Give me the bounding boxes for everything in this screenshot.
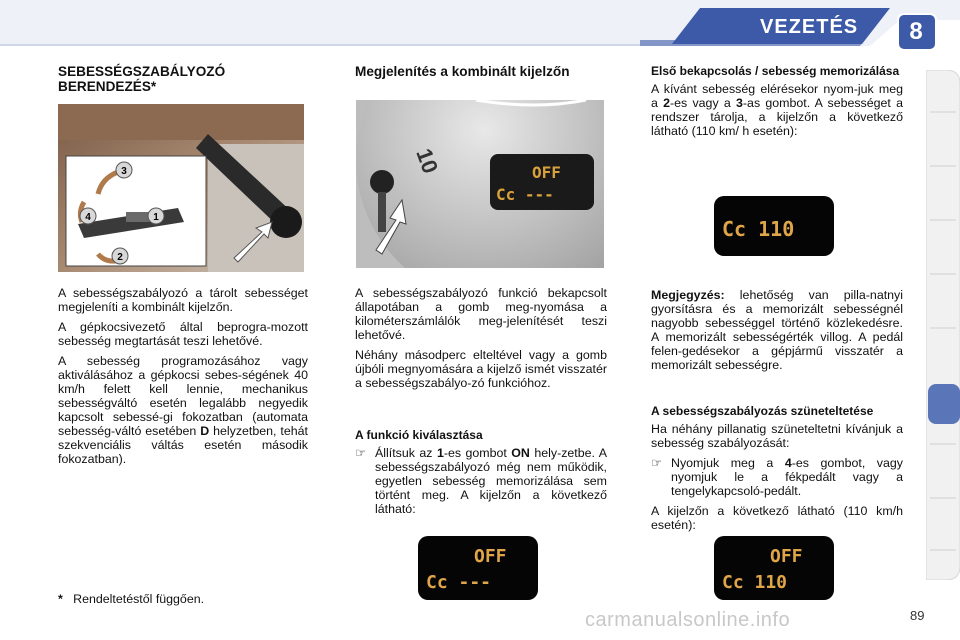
dial-number: 10 xyxy=(411,145,444,177)
page-number: 89 xyxy=(910,608,925,623)
callout-1: 1 xyxy=(153,212,159,223)
lcd-line-1: OFF xyxy=(770,546,803,567)
section-heading: SEBESSÉGSZABÁLYOZÓ BERENDEZÉS* xyxy=(58,64,226,94)
note-paragraph: Megjegyzés: lehetőség van pilla-natnyi gyorsításra és a memorizált sebességnél nagyobb sebességgel történő közlekedésre. A memorizált sebességérték villog. A pedál felen-gedésekor a gépjármű visszatér a memorizált sebességre. xyxy=(651,288,903,372)
paragraph: A kijelzőn a következő látható (110 km/h esetén): xyxy=(651,504,903,532)
chapter-number: 8 xyxy=(909,18,923,45)
pointing-hand-icon: ☞ xyxy=(355,446,367,460)
instrument-cluster-overlay xyxy=(356,100,604,268)
lcd-display-off xyxy=(418,536,538,600)
side-chapter-tabs xyxy=(926,70,960,580)
callout-4: 4 xyxy=(85,212,91,223)
watermark: carmanualsonline.info xyxy=(585,609,791,631)
sub-heading: A sebességszabályozás szüneteltetése xyxy=(651,404,874,418)
paragraph: Ha néhány pillanatig szüneteltetni kívánjuk a sebesség szabályozását: xyxy=(651,422,903,450)
lcd-line-1: OFF xyxy=(532,163,561,182)
list-item: ☞ Nyomjuk meg a 4-es gombot, vagy nyomjuk le a fékpedált vagy a tengelykapcsoló-pedált. xyxy=(651,456,903,498)
footnote: * Rendeltetéstől függően. xyxy=(58,592,205,606)
section-heading: Megjelenítés a kombinált kijelzőn xyxy=(355,64,570,79)
lcd-line-1: Cc 110 xyxy=(722,217,795,241)
sub-heading: A funkció kiválasztása xyxy=(355,428,483,442)
callout-3: 3 xyxy=(121,166,127,177)
lcd-line-2: Cc --- xyxy=(426,572,492,593)
section-heading: Első bekapcsolás / sebesség memorizálása xyxy=(651,64,900,78)
callout-2: 2 xyxy=(117,252,123,263)
paragraph: A gépkocsivezető által beprogra-mozott sebesség megtartását teszi lehetővé. xyxy=(58,320,308,348)
lcd-display-paused xyxy=(714,536,834,600)
lcd-line-2: Cc 110 xyxy=(722,572,788,593)
paragraph: A sebesség programozásához vagy aktiválásához a gépkocsi sebes-ségének 40 km/h felett kell lennie, mechanikus sebességváltó esetén legalább negyedik kapcsolt sebessé-gi fokozatban (automata sebesség-váltó esetében D helyzetben, tehát szekvenciális váltás esetén második fokozatban). xyxy=(58,354,308,466)
paragraph: A kívánt sebesség elérésekor nyom-juk meg a 2-es vagy a 3-as gombot. A sebességet a rendszer tárolja, a kijelzőn a következő látható (110 km/ h esetén): xyxy=(651,82,903,138)
chapter-title: VEZETÉS xyxy=(760,16,859,38)
pointing-hand-icon: ☞ xyxy=(651,456,663,470)
list-item: ☞ Állítsuk az 1-es gombot ON hely-zetbe. A sebességszabályozó még nem működik, egyetlen sebesség memorizálása sem történt meg. A kijelzőn a következő látható: xyxy=(355,446,607,516)
paragraph: A sebességszabályozó a tárolt sebességet megjeleníti a kombinált kijelzőn. xyxy=(58,286,308,314)
callout-labels xyxy=(58,104,304,272)
lcd-line-2: Cc --- xyxy=(496,185,554,204)
paragraph: Néhány másodperc elteltével vagy a gomb újbóli megnyomására a kijelző ismét visszatér a sebességszabályo-zó funkcióhoz. xyxy=(355,348,607,390)
lcd-line-1: OFF xyxy=(474,546,507,567)
paragraph: A sebességszabályozó funkció bekapcsolt állapotában a gomb meg-nyomása a kilométerszámlálók meg-jelenítését teszi lehetővé. xyxy=(355,286,607,342)
lcd-display-memorized xyxy=(714,196,834,256)
